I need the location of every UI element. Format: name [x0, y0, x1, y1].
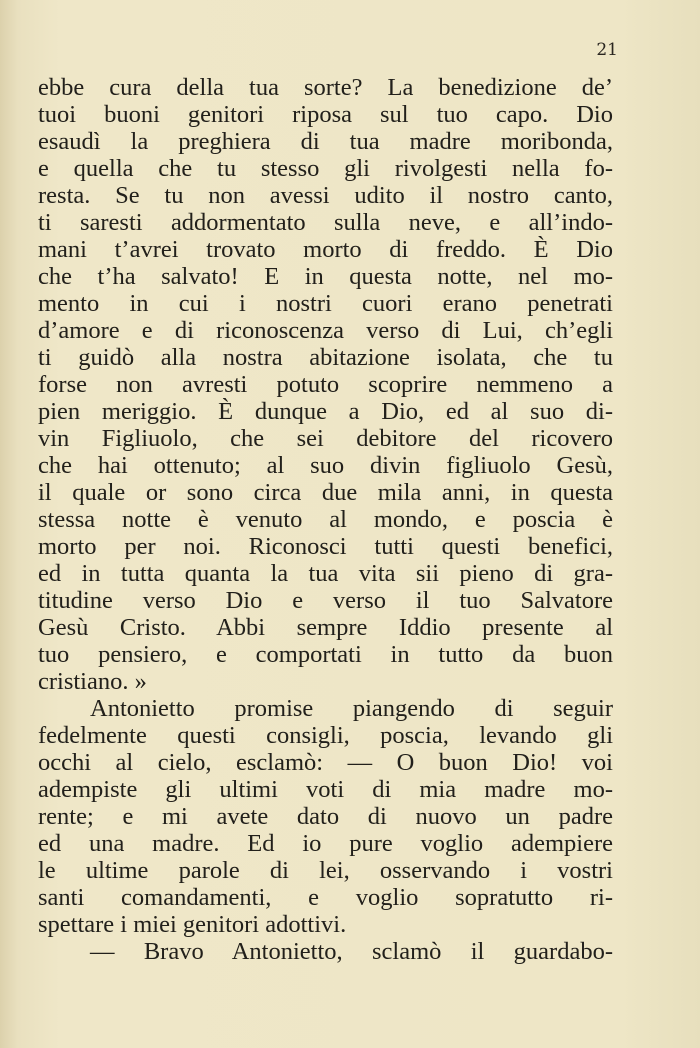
text-line: ti saresti addormentato sulla neve, e all’indo-	[38, 209, 613, 236]
text-line: vin Figliuolo, che sei debitore del ricovero	[38, 425, 613, 452]
text-line: stessa notte è venuto al mondo, e poscia è	[38, 506, 613, 533]
text-line: resta. Se tu non avessi udito il nostro canto,	[38, 182, 613, 209]
text-line: occhi al cielo, esclamò: — O buon Dio! voi	[38, 749, 613, 776]
text-line: tuoi buoni genitori riposa sul tuo capo. Dio	[38, 101, 613, 128]
text-line: ed in tutta quanta la tua vita sii pieno di gra-	[38, 560, 613, 587]
text-line: le ultime parole di lei, osservando i vostri	[38, 857, 613, 884]
text-line: forse non avresti potuto scoprire nemmeno a	[38, 371, 613, 398]
text-line: mani t’avrei trovato morto di freddo. È Dio	[38, 236, 613, 263]
text-line: Antonietto promise piangendo di seguir	[90, 695, 613, 722]
text-line: adempiste gli ultimi voti di mia madre mo-	[38, 776, 613, 803]
text-line: ebbe cura della tua sorte? La benedizione de’	[38, 74, 613, 101]
text-line: pien meriggio. È dunque a Dio, ed al suo di-	[38, 398, 613, 425]
text-line: spettare i miei genitori adottivi.	[38, 911, 347, 938]
text-line: rente; e mi avete dato di nuovo un padre	[38, 803, 613, 830]
text-line: il quale or sono circa due mila anni, in questa	[38, 479, 613, 506]
text-line: d’amore e di riconoscenza verso di Lui, ch’egli	[38, 317, 613, 344]
text-line: ti guidò alla nostra abitazione isolata, che tu	[38, 344, 613, 371]
text-line: esaudì la preghiera di tua madre moribonda,	[38, 128, 613, 155]
text-line: Gesù Cristo. Abbi sempre Iddio presente al	[38, 614, 613, 641]
text-line: — Bravo Antonietto, sclamò il guardabo-	[90, 938, 613, 965]
text-line: morto per noi. Riconosci tutti questi benefici,	[38, 533, 613, 560]
body-text	[38, 74, 613, 965]
text-line: fedelmente questi consigli, poscia, levando gli	[38, 722, 613, 749]
text-line: ed una madre. Ed io pure voglio adempiere	[38, 830, 613, 857]
text-line: titudine verso Dio e verso il tuo Salvatore	[38, 587, 613, 614]
text-line: e quella che tu stesso gli rivolgesti nella fo-	[38, 155, 613, 182]
text-line: che t’ha salvato! E in questa notte, nel mo-	[38, 263, 613, 290]
text-line: mento in cui i nostri cuori erano penetrati	[38, 290, 613, 317]
text-line: che hai ottenuto; al suo divin figliuolo Gesù,	[38, 452, 613, 479]
text-line: tuo pensiero, e comportati in tutto da buon	[38, 641, 613, 668]
text-line: santi comandamenti, e voglio sopratutto ri-	[38, 884, 613, 911]
text-line: cristiano. »	[38, 668, 147, 695]
page-number: 21	[596, 40, 618, 60]
